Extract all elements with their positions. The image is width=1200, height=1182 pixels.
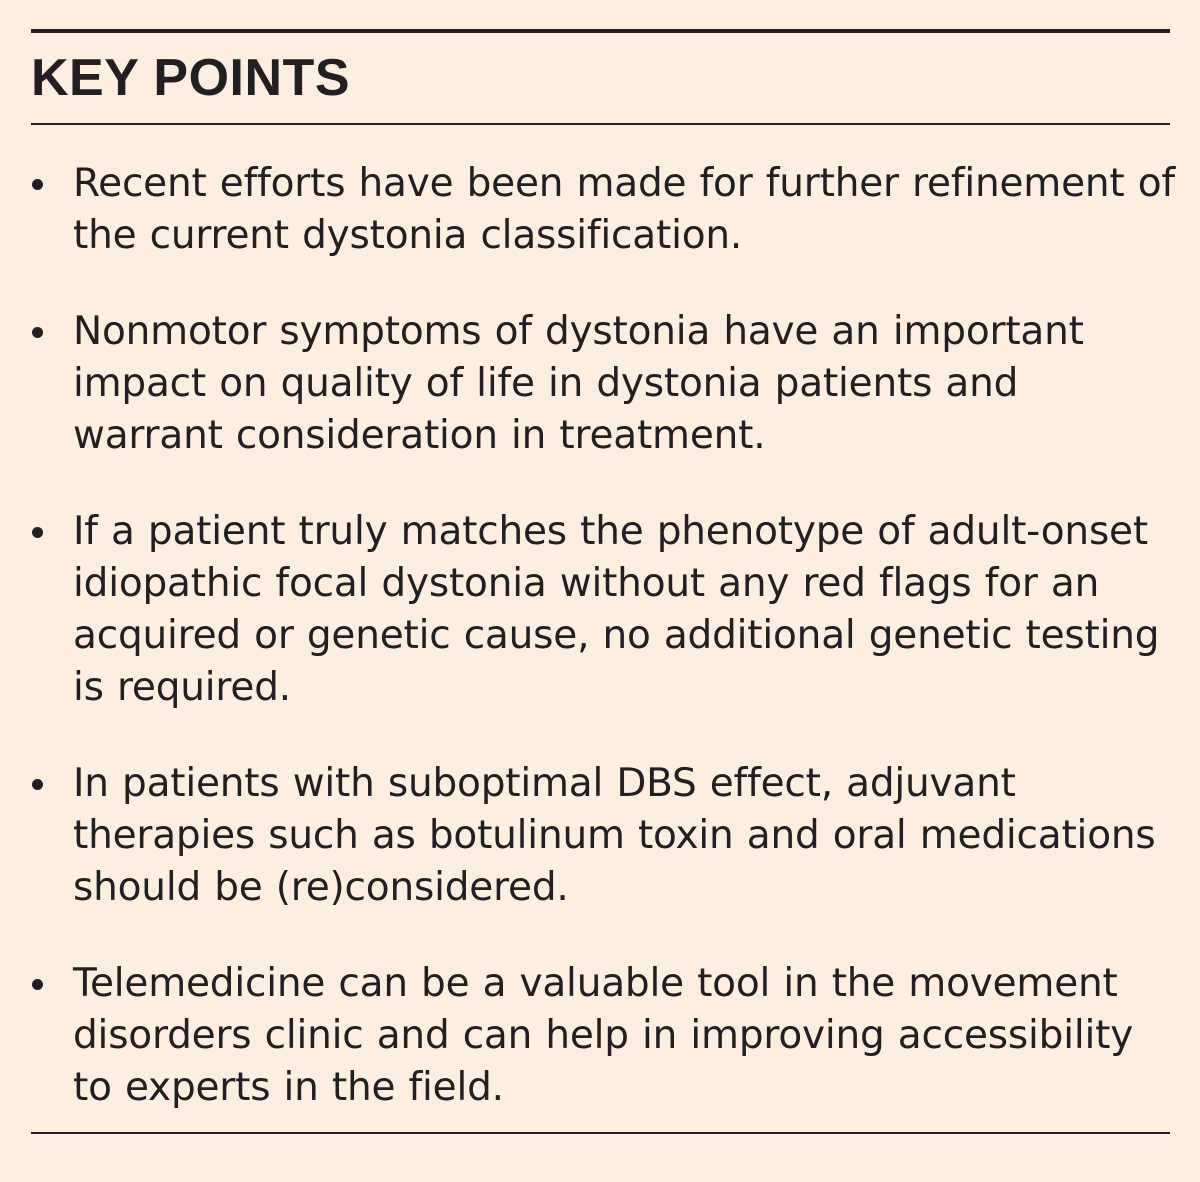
- key-point-5: [31, 958, 1181, 1114]
- key-point-1: [31, 158, 1181, 262]
- key-point-line: In patients with suboptimal DBS effect, adjuvant: [73, 761, 1016, 806]
- key-point-4: [31, 758, 1181, 914]
- top-rule: [31, 29, 1170, 33]
- key-points-title: KEY POINTS: [31, 49, 351, 107]
- key-point-3: [31, 506, 1181, 714]
- key-point-line: Telemedicine can be a valuable tool in the movement: [73, 961, 1118, 1006]
- title-divider: [31, 123, 1170, 125]
- key-point-line: Nonmotor symptoms of dystonia have an important: [73, 309, 1084, 354]
- bullet-icon: [32, 327, 43, 338]
- key-point-2: [31, 306, 1181, 462]
- bullet-icon: [32, 979, 43, 990]
- key-point-line: therapies such as botulinum toxin and oral medications: [73, 813, 1156, 858]
- key-point-line: to experts in the field.: [73, 1065, 504, 1110]
- bullet-icon: [32, 179, 43, 190]
- bottom-rule: [31, 1132, 1170, 1134]
- key-point-line: disorders clinic and can help in improving accessibility: [73, 1013, 1134, 1058]
- key-points-list: [31, 158, 1181, 1158]
- key-point-line: Recent efforts have been made for further refinement of: [73, 161, 1175, 206]
- key-point-line: idiopathic focal dystonia without any red flags for an: [73, 561, 1100, 606]
- key-point-line: impact on quality of life in dystonia patients and: [73, 361, 1019, 406]
- key-point-line: the current dystonia classification.: [73, 213, 743, 258]
- key-point-line: should be (re)considered.: [73, 865, 569, 910]
- key-point-line: is required.: [73, 665, 291, 710]
- key-point-line: If a patient truly matches the phenotype of adult-onset: [73, 509, 1148, 554]
- bullet-icon: [32, 779, 43, 790]
- bullet-icon: [32, 527, 43, 538]
- key-point-line: warrant consideration in treatment.: [73, 413, 766, 458]
- key-point-line: acquired or genetic cause, no additional genetic testing: [73, 613, 1160, 658]
